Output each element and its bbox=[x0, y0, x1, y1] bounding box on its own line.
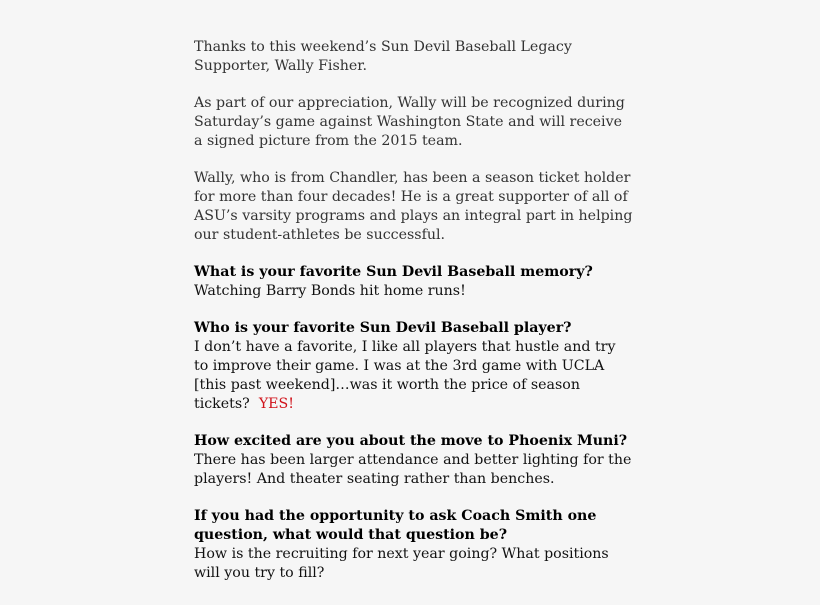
question-memory: What is your favorite Sun Devil Baseball memory? bbox=[194, 264, 593, 280]
document-page bbox=[194, 38, 634, 601]
answer-player-text: I don’t have a favorite, I like all players that hustle and try to improve their game. I was at the 3rd game with UCLA [this past weekend]…was it worth the price of season tickets? bbox=[194, 339, 616, 412]
qa-item-memory bbox=[194, 263, 634, 301]
question-coach-smith: If you had the opportunity to ask Coach Smith one question, what would that question be? bbox=[194, 508, 597, 543]
answer-coach-smith: How is the recruiting for next year going? What positions will you try to fill? bbox=[194, 546, 609, 581]
intro-appreciation: As part of our appreciation, Wally will be recognized during Saturday’s game against Washington State and will receive a signed picture from the 2015 team. bbox=[194, 95, 625, 149]
qa-item-coach-smith bbox=[194, 507, 634, 583]
intro-thanks: Thanks to this weekend’s Sun Devil Baseball Legacy Supporter, Wally Fisher. bbox=[194, 39, 572, 74]
answer-highlight-yes: YES! bbox=[258, 396, 294, 412]
answer-memory: Watching Barry Bonds hit home runs! bbox=[194, 283, 466, 299]
answer-phoenix-muni: There has been larger attendance and better lighting for the players! And theater seating rather than benches. bbox=[194, 452, 632, 487]
answer-player bbox=[194, 338, 634, 414]
qa-item-player bbox=[194, 319, 634, 414]
question-player: Who is your favorite Sun Devil Baseball player? bbox=[194, 320, 572, 336]
question-phoenix-muni: How excited are you about the move to Phoenix Muni? bbox=[194, 433, 628, 449]
intro-bio: Wally, who is from Chandler, has been a season ticket holder for more than four decades! He is a great supporter of all of ASU’s varsity programs and plays an integral part in helping our student-athletes be successful. bbox=[194, 170, 633, 243]
qa-item-phoenix-muni bbox=[194, 432, 634, 489]
